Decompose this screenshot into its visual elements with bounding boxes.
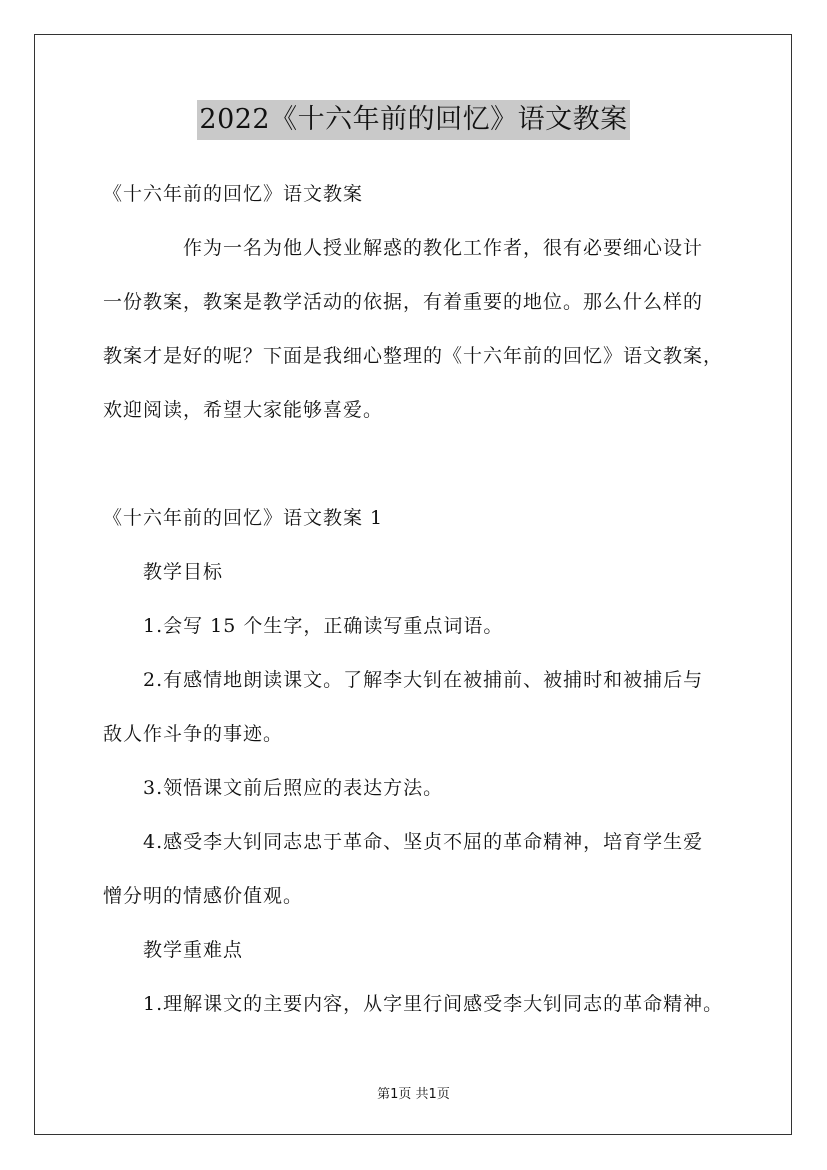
intro-line-2: 一份教案，教案是教学活动的依据，有着重要的地位。那么什么样的 <box>103 291 704 313</box>
intro-line-1: 作为一名为他人授业解惑的教化工作者，很有必要细心设计 <box>183 237 704 259</box>
difficulty-line-1: 1.理解课文的主要内容，从字里行间感受李大钊同志的革命精神。 <box>143 993 724 1015</box>
goal-line-1: 1.会写 15 个生字，正确读写重点词语。 <box>143 615 504 637</box>
goals-heading: 教学目标 <box>143 561 224 583</box>
goal-line-4-cont: 憎分明的情感价值观。 <box>103 885 304 907</box>
title-container <box>0 100 827 140</box>
goal-line-2-cont: 敌人作斗争的事迹。 <box>103 723 284 745</box>
section-heading: 《十六年前的回忆》语文教案 1 <box>103 507 384 529</box>
subtitle: 《十六年前的回忆》语文教案 <box>103 183 364 205</box>
document-title: 2022《十六年前的回忆》语文教案 <box>197 100 629 140</box>
goal-line-2: 2.有感情地朗读课文。了解李大钊在被捕前、被捕时和被捕后与 <box>143 669 704 691</box>
goal-line-4: 4.感受李大钊同志忠于革命、坚贞不屈的革命精神，培育学生爱 <box>143 831 704 853</box>
difficulty-heading: 教学重难点 <box>143 939 244 961</box>
intro-line-3: 教案才是好的呢？下面是我细心整理的《十六年前的回忆》语文教案， <box>103 345 724 367</box>
goal-line-3: 3.领悟课文前后照应的表达方法。 <box>143 777 444 799</box>
intro-line-4: 欢迎阅读，希望大家能够喜爱。 <box>103 399 384 421</box>
page-footer: 第1页 共1页 <box>377 1087 450 1102</box>
